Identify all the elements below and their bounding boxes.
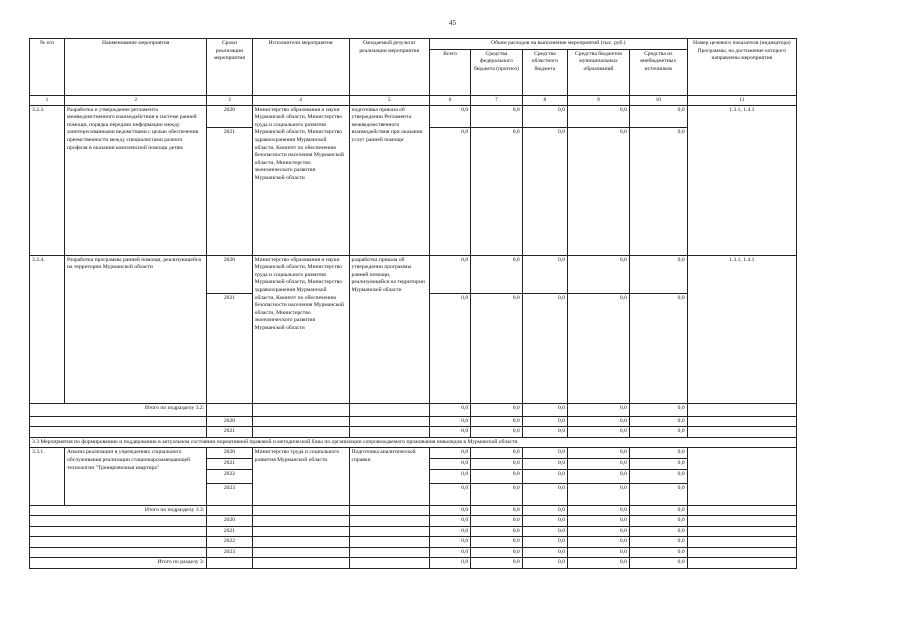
subtotal-label: Итого по подразделу 3.2:	[30, 403, 207, 416]
col-number: 11	[687, 95, 796, 105]
page-number: 45	[449, 19, 456, 27]
value-cell: 0,0	[568, 127, 630, 255]
value-cell: 0,0	[429, 505, 470, 516]
section-title: 3.3 Мероприятия по формированию и поддержанию в актуальном состоянии нормативной правовой и методической базы по организации сопровождаемого проживания инвалидов в Мурманской области	[30, 437, 797, 448]
col-number: 2	[65, 95, 207, 105]
year-cell: 2021	[207, 293, 252, 403]
value-cell: 0,0	[568, 505, 630, 516]
year-cell: 2020	[207, 416, 252, 427]
value-cell: 0,0	[568, 469, 630, 483]
header-result: Ожидаемый результат реализации мероприятия	[349, 39, 429, 96]
value-cell: 0,0	[471, 105, 523, 127]
subtotal-33-row	[30, 547, 797, 558]
year-cell: 2020	[207, 105, 252, 127]
value-cell: 0,0	[629, 427, 687, 438]
value-cell: 0,0	[429, 416, 470, 427]
value-cell: 0,0	[522, 416, 567, 427]
value-cell: 0,0	[429, 293, 470, 403]
value-cell: 0,0	[568, 416, 630, 427]
value-cell: 0,0	[471, 403, 523, 416]
value-cell: 0,0	[471, 526, 523, 537]
header-federal: Средства федерального бюджета (прогноз)	[471, 49, 523, 95]
value-cell: 0,0	[429, 516, 470, 527]
value-cell: 0,0	[568, 516, 630, 527]
value-cell: 0,0	[522, 448, 567, 459]
year-cell: 2021	[207, 459, 252, 470]
value-cell: 0,0	[522, 105, 567, 127]
measure-name: Разработка программы ранней помощи, реализующейся на территории Мурманской области	[65, 255, 207, 403]
year-cell: 2020	[207, 448, 252, 459]
col-number: 3	[207, 95, 252, 105]
value-cell: 0,0	[429, 483, 470, 505]
value-cell: 0,0	[629, 558, 687, 569]
measures-table	[29, 38, 797, 569]
col-number: 6	[429, 95, 470, 105]
value-cell: 0,0	[522, 537, 567, 548]
header-name: Наименование мероприятия	[65, 39, 207, 96]
year-cell: 2020	[207, 516, 252, 527]
value-cell: 0,0	[629, 526, 687, 537]
header-total: Всего	[429, 49, 470, 95]
value-cell: 0,0	[522, 558, 567, 569]
year-cell: 2022	[207, 469, 252, 483]
header-expenses-group: Объем расходов на выполнение мероприятий (тыс. руб.)	[429, 39, 687, 50]
col-number: 5	[349, 95, 429, 105]
value-cell: 0,0	[471, 293, 523, 403]
value-cell: 0,0	[429, 403, 470, 416]
value-cell: 0,0	[471, 427, 523, 438]
value-cell: 0,0	[629, 459, 687, 470]
value-cell: 0,0	[568, 427, 630, 438]
value-cell: 0,0	[629, 448, 687, 459]
measure-name: Анализ реализации в учреждениях социального обслуживания реализации стационарозамещающей технологии "Тренировочная квартира"	[65, 448, 207, 505]
col-number: 1	[30, 95, 65, 105]
value-cell: 0,0	[429, 427, 470, 438]
header-municipal: Средства бюджетов муниципальных образований	[568, 49, 630, 95]
year-cell	[207, 505, 252, 516]
table-row-323-2020	[30, 105, 797, 127]
value-cell: 0,0	[568, 526, 630, 537]
value-cell: 0,0	[568, 483, 630, 505]
value-cell: 0,0	[629, 516, 687, 527]
value-cell: 0,0	[629, 293, 687, 403]
measure-name: Разработка и утверждение регламента межведомственного взаимодействия в системе ранней помощи, порядка передачи информации между заинтересованными ведомствами с целью обеспечения преемственности между специалистами разного профиля в оказании комплексной помощи детям	[65, 105, 207, 255]
subtotal-33-row	[30, 526, 797, 537]
year-cell: 2023	[207, 547, 252, 558]
value-cell: 0,0	[522, 293, 567, 403]
value-cell: 0,0	[629, 469, 687, 483]
value-cell: 0,0	[629, 105, 687, 127]
value-cell: 0,0	[568, 537, 630, 548]
header-executors: Исполнители мероприятия	[252, 39, 349, 96]
value-cell: 0,0	[522, 127, 567, 255]
table-row-324-2020	[30, 255, 797, 293]
value-cell: 0,0	[429, 459, 470, 470]
subtotal-33-row	[30, 516, 797, 527]
subtotal-32-row	[30, 416, 797, 427]
col-number: 10	[629, 95, 687, 105]
value-cell: 0,0	[568, 547, 630, 558]
year-cell: 2021	[207, 526, 252, 537]
col-number: 4	[252, 95, 349, 105]
value-cell: 0,0	[471, 505, 523, 516]
col-number: 9	[568, 95, 630, 105]
value-cell: 0,0	[522, 526, 567, 537]
value-cell: 0,0	[429, 469, 470, 483]
value-cell: 0,0	[629, 127, 687, 255]
year-cell: 2021	[207, 427, 252, 438]
value-cell: 0,0	[522, 403, 567, 416]
row-number: 3.3.1.	[30, 448, 65, 505]
value-cell: 0,0	[429, 105, 470, 127]
total-label: Итого по разделу 3:	[30, 558, 207, 569]
value-cell: 0,0	[471, 448, 523, 459]
executors-cell: Министерство образования и науки Мурманской области, Министерство труда и социального развития Мурманской области, Министерство здравоохранения Мурманской области, Комитет по обеспечению безопасности населения Мурманской области, Министерство экономического развития Мурманской области	[252, 255, 349, 403]
year-cell: 2022	[207, 537, 252, 548]
value-cell: 0,0	[522, 459, 567, 470]
result-cell: разработка приказа об утверждении программы ранней помощи, реализующейся на территории Мурманской области	[349, 255, 429, 403]
subtotal-33-row	[30, 505, 797, 516]
executors-cell: Министерство труда и социального развития Мурманской области	[252, 448, 349, 505]
value-cell: 0,0	[471, 558, 523, 569]
value-cell: 0,0	[522, 505, 567, 516]
value-cell: 0,0	[629, 547, 687, 558]
value-cell: 0,0	[629, 255, 687, 293]
value-cell: 0,0	[568, 558, 630, 569]
header-num: № п/п	[30, 39, 65, 96]
value-cell: 0,0	[429, 255, 470, 293]
column-numbers-row	[30, 95, 797, 105]
value-cell: 0,0	[429, 448, 470, 459]
value-cell: 0,0	[568, 448, 630, 459]
value-cell: 0,0	[629, 416, 687, 427]
value-cell: 0,0	[471, 547, 523, 558]
value-cell: 0,0	[471, 483, 523, 505]
value-cell: 0,0	[629, 403, 687, 416]
value-cell: 0,0	[568, 105, 630, 127]
value-cell: 0,0	[471, 537, 523, 548]
value-cell: 0,0	[429, 537, 470, 548]
year-cell: 2020	[207, 255, 252, 293]
value-cell: 0,0	[471, 459, 523, 470]
subtotal-32-row	[30, 403, 797, 416]
subtotal-32-row	[30, 427, 797, 438]
result-cell: подготовка приказа об утверждении Регламента межведомственного взаимодействия при оказании услуг ранней помощи	[349, 105, 429, 255]
value-cell: 0,0	[522, 469, 567, 483]
value-cell: 0,0	[522, 516, 567, 527]
indicator-cell: 1.3.1, 1.4.1	[687, 255, 796, 403]
header-regional: Средства областного бюджета	[522, 49, 567, 95]
value-cell: 0,0	[522, 255, 567, 293]
value-cell: 0,0	[429, 127, 470, 255]
value-cell: 0,0	[471, 255, 523, 293]
value-cell: 0,0	[629, 537, 687, 548]
value-cell: 0,0	[522, 427, 567, 438]
subtotal-label: Итого по подразделу 3.3:	[30, 505, 207, 516]
value-cell: 0,0	[471, 516, 523, 527]
value-cell: 0,0	[568, 255, 630, 293]
value-cell: 0,0	[429, 526, 470, 537]
value-cell: 0,0	[568, 403, 630, 416]
col-number: 8	[522, 95, 567, 105]
value-cell: 0,0	[522, 547, 567, 558]
subtotal-33-row	[30, 537, 797, 548]
header-terms: Сроки реализации мероприятия	[207, 39, 252, 96]
value-cell: 0,0	[522, 483, 567, 505]
table-row-331-2020	[30, 448, 797, 459]
value-cell: 0,0	[568, 459, 630, 470]
header-extrabudget: Средства из внебюджетных источников	[629, 49, 687, 95]
header-indicator: Номер целевого показателя (индикатора) Программы, на достижение которого направлены мероприятия	[687, 39, 796, 96]
section-33-row	[30, 437, 797, 448]
indicator-cell: 1.3.1, 1.4.1	[687, 105, 796, 255]
header-row-1	[30, 39, 797, 50]
value-cell: 0,0	[629, 505, 687, 516]
value-cell: 0,0	[429, 547, 470, 558]
value-cell: 0,0	[568, 293, 630, 403]
value-cell: 0,0	[471, 416, 523, 427]
executors-cell: Министерство образования и науки Мурманской области, Министерство труда и социального развития Мурманской области, Министерство здравоохранения Мурманской области, Комитет по обеспечению безопасности населения Мурманской области, Министерство экономического развития Мурманской области	[252, 105, 349, 255]
value-cell: 0,0	[471, 127, 523, 255]
col-number: 7	[471, 95, 523, 105]
year-cell: 2023	[207, 483, 252, 505]
total-section-3-row	[30, 558, 797, 569]
value-cell: 0,0	[429, 558, 470, 569]
value-cell: 0,0	[471, 469, 523, 483]
result-cell: Подготовка аналитической справки	[349, 448, 429, 505]
indicator-cell	[687, 448, 796, 505]
year-cell: 2021	[207, 127, 252, 255]
row-number: 3.2.3.	[30, 105, 65, 255]
value-cell: 0,0	[629, 483, 687, 505]
row-number: 3.2.4.	[30, 255, 65, 403]
year-cell	[207, 403, 252, 416]
